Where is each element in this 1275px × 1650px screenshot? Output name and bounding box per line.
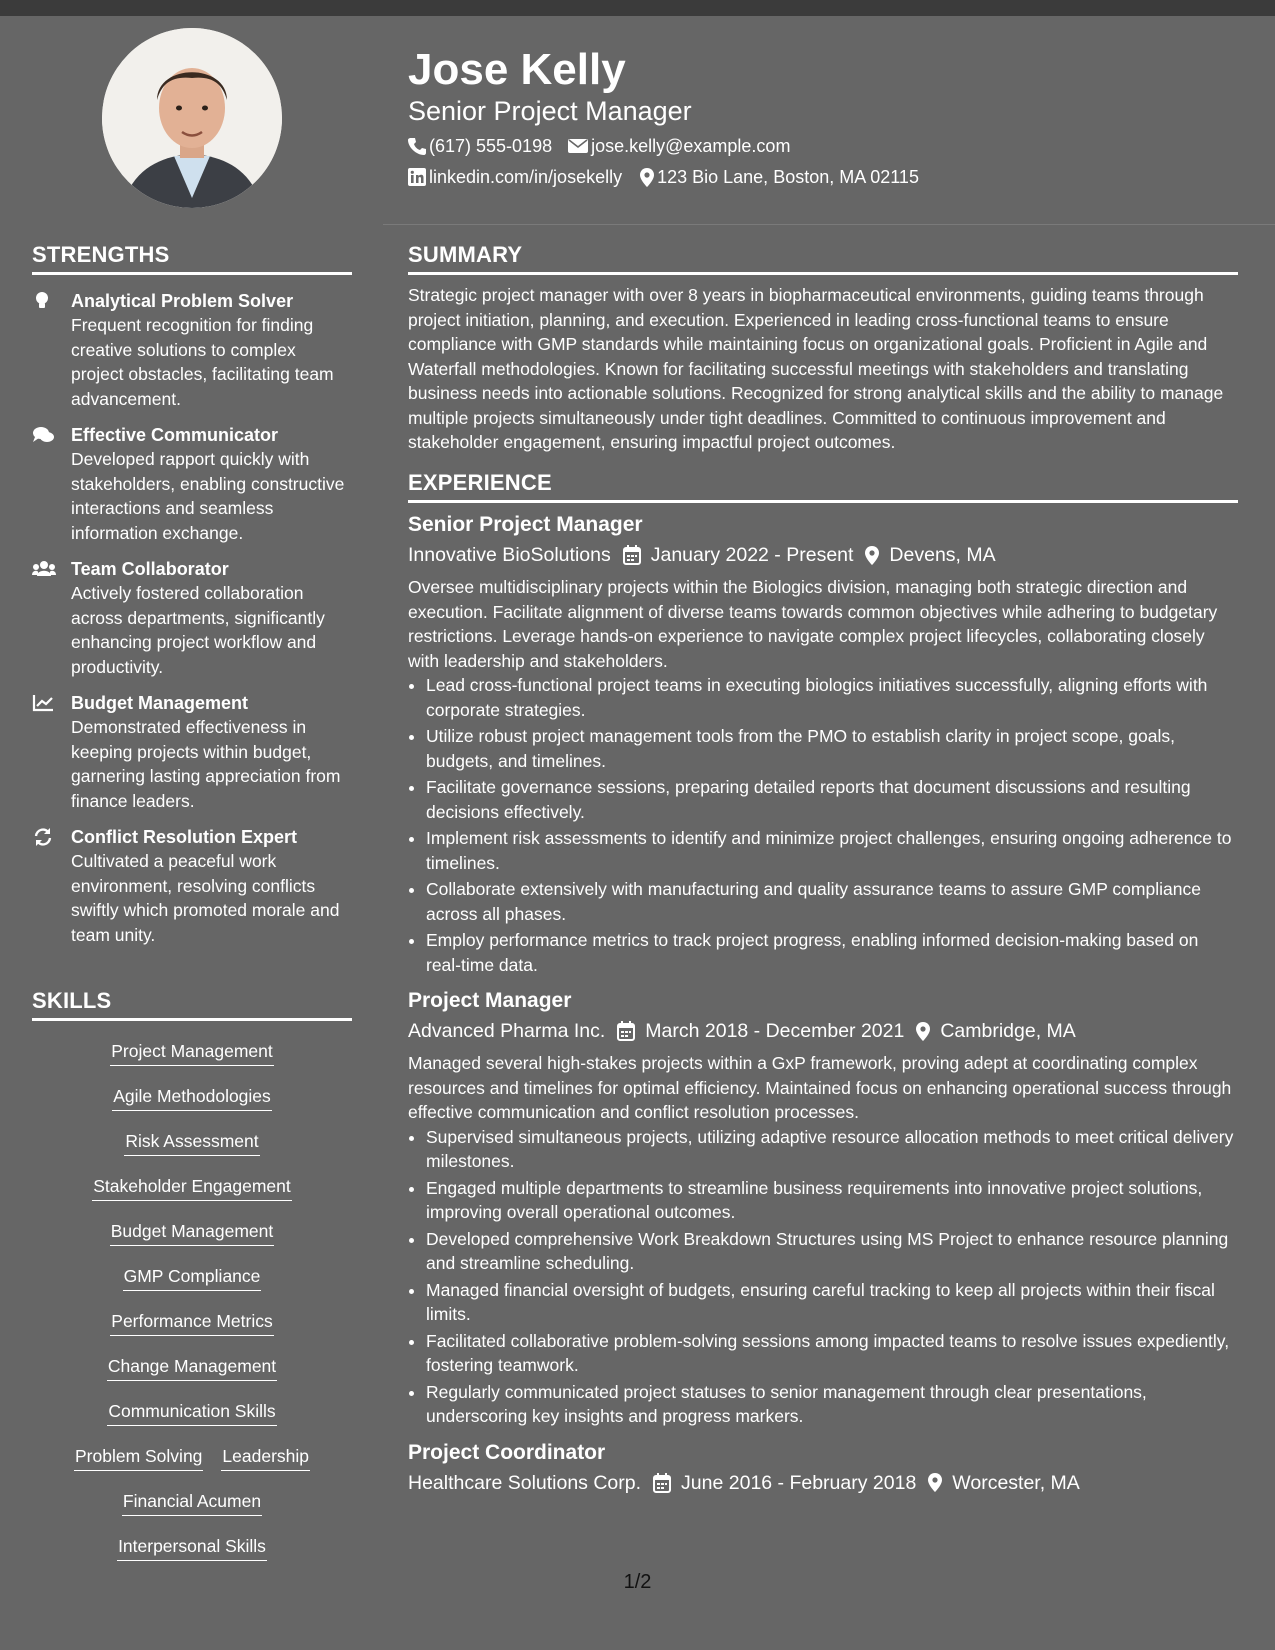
job-bullets [408, 1125, 1238, 1429]
linkedin-contact[interactable] [408, 165, 622, 189]
job-entry [408, 1439, 1238, 1497]
job-bullets [408, 673, 1238, 977]
bullet-item: • Implement risk assessments to identify and minimize project challenges, ensuring ongoing adherence to timelines. [426, 826, 1238, 875]
job-dates: June 2016 - February 2018 [681, 1471, 917, 1494]
job-location: Devens, MA [889, 544, 996, 566]
map-marker-icon [916, 1022, 930, 1041]
job-title: Project Coordinator [408, 1440, 606, 1464]
job-company: Innovative BioSolutions [408, 544, 611, 566]
job-dates: January 2022 - Present [650, 544, 854, 566]
map-marker-icon [928, 1473, 942, 1492]
summary-section [408, 242, 1238, 455]
skill-tag: Problem Solving [74, 1444, 203, 1471]
experience-section [408, 470, 1238, 1507]
summary-text: Strategic project manager with over 8 years in biopharmaceutical environments, guiding teams through project initiation, planning, and execution. Experienced in leading cross-functional teams to ensure compliance with GMP standards while maintaining focus on organizational goals. Proficient in Agile and Waterfall methodologies. Known for facilitating successful meetings with stakeholders and translating business needs into actionable solutions. Recognized for strong analytical skills and the ability to manage multiple projects simultaneously under tight deadlines. Committed to continuous improvement and stakeholder engagement, ensuring impactful project outcomes. [408, 285, 1224, 452]
contact-row-1 [408, 134, 806, 158]
strength-desc: Developed rapport quickly with stakeholders, enabling constructive interactions and seamless information exchange. [71, 449, 345, 543]
bullet-item: • Supervised simultaneous projects, utilizing adaptive resource allocation methods to meet critical delivery milestones. [426, 1125, 1238, 1174]
bullet-item: • Engaged multiple departments to streamline business requirements into innovative project solutions, improving overall operational outcomes. [426, 1176, 1238, 1225]
skill-tag: Project Management [110, 1039, 273, 1066]
avatar-illustration [102, 28, 282, 208]
strength-item [32, 289, 352, 411]
skill-tag: Risk Assessment [124, 1129, 259, 1156]
job-company: Healthcare Solutions Corp. [408, 1471, 642, 1494]
email-contact[interactable] [568, 134, 790, 158]
candidate-name: Jose Kelly [408, 45, 626, 94]
job-title: Project Manager [408, 989, 572, 1012]
top-bar [0, 0, 1275, 16]
skill-tag: Leadership [221, 1444, 310, 1471]
job-location: Cambridge, MA [940, 1020, 1076, 1042]
job-description: Managed several high-stakes projects within a GxP framework, proving adept at coordinating complex resources and timelines for optimal efficiency. Maintained focus on enhancing operational success through effective communication and conflict resolution processes. [408, 1053, 1232, 1122]
skill-tag: Interpersonal Skills [117, 1534, 267, 1561]
bullet-item: • Utilize robust project management tools from the PMO to establish clarity in project scope, goals, budgets, and timelines. [426, 724, 1238, 773]
candidate-title: Senior Project Manager [408, 96, 692, 126]
strength-desc: Actively fostered collaboration across departments, significantly enhancing project workflow and productivity. [71, 583, 325, 677]
strength-name: Conflict Resolution Expert [71, 827, 298, 847]
skill-tag: Communication Skills [107, 1399, 276, 1426]
strength-name: Analytical Problem Solver [71, 291, 294, 311]
job-company: Advanced Pharma Inc. [408, 1020, 606, 1042]
strength-name: Budget Management [71, 693, 249, 713]
job-location: Worcester, MA [952, 1471, 1080, 1494]
bullet-item: • Developed comprehensive Work Breakdown Structures using MS Project to enhance resource planning and streamline scheduling. [426, 1227, 1238, 1276]
phone-text: (617) 555-0198 [429, 136, 553, 156]
sync-icon [32, 827, 56, 847]
job-dates: March 2018 - December 2021 [645, 1020, 905, 1042]
strength-desc: Demonstrated effectiveness in keeping projects within budget, garnering lasting appreciation from finance leaders. [71, 717, 341, 811]
page-number: 1/2 [623, 1571, 652, 1593]
skill-list [32, 1039, 352, 1579]
bullet-item: • Facilitate governance sessions, preparing detailed reports that document discussions and resulting decisions effectively. [426, 775, 1238, 824]
skill-tag: Budget Management [110, 1219, 274, 1246]
strength-name: Effective Communicator [71, 425, 279, 445]
skill-tag: Performance Metrics [110, 1309, 273, 1336]
summary-heading: SUMMARY [408, 242, 1238, 275]
job-description: Oversee multidisciplinary projects within the Biologics division, managing both strategic direction and execution. Facilitate alignment of diverse teams towards common objectives while adhering to budgetary restrictions. Leverage hands-on experience to navigate complex project lifecycles, collaborating closely with leadership and stakeholders. [408, 577, 1218, 671]
skill-tag: Change Management [107, 1354, 277, 1381]
strength-item [32, 825, 352, 947]
comments-icon [32, 425, 56, 445]
job-entry [408, 987, 1238, 1429]
line-chart-icon [32, 693, 56, 713]
address-text: 123 Bio Lane, Boston, MA 02115 [657, 167, 919, 187]
strengths-section [32, 242, 352, 947]
contact-row-2 [408, 165, 935, 189]
job-meta [408, 1469, 1238, 1497]
skills-heading: SKILLS [32, 988, 352, 1021]
linkedin-text: linkedin.com/in/josekelly [429, 167, 623, 187]
skills-section [32, 988, 352, 1579]
strength-item [32, 557, 352, 679]
job-meta [408, 541, 1238, 569]
strength-name: Team Collaborator [71, 559, 229, 579]
job-meta [408, 1017, 1238, 1045]
bullet-item: • Facilitated collaborative problem-solving sessions among impacted teams to resolve issues expediently, fostering teamwork. [426, 1329, 1238, 1378]
header-divider [383, 224, 1275, 225]
calendar-icon [623, 545, 641, 565]
strengths-heading: STRENGTHS [32, 242, 352, 275]
map-marker-icon [865, 546, 879, 565]
bullet-item: • Regularly communicated project statuses to senior management through clear presentations, underscoring key insights and progress markers. [426, 1380, 1238, 1429]
calendar-icon [653, 1473, 671, 1493]
phone-icon [408, 137, 426, 155]
map-marker-icon [640, 168, 654, 187]
calendar-icon [617, 1021, 635, 1041]
bullet-item: • Managed financial oversight of budgets, ensuring careful tracking to keep all projects within their fiscal limits. [426, 1278, 1238, 1327]
bullet-item: • Lead cross-functional project teams in executing biologics initiatives successfully, aligning efforts with corporate strategies. [426, 673, 1238, 722]
users-icon [32, 559, 56, 579]
job-title: Senior Project Manager [408, 513, 643, 536]
skill-tag: Financial Acumen [122, 1489, 262, 1516]
job-entry [408, 511, 1238, 977]
strength-desc: Frequent recognition for finding creative solutions to complex project obstacles, facilitating team advancement. [71, 315, 334, 409]
skill-tag: GMP Compliance [123, 1264, 262, 1291]
bullet-item: • Employ performance metrics to track project progress, enabling informed decision-making based on real-time data. [426, 928, 1238, 977]
linkedin-icon [408, 168, 426, 186]
phone-contact [408, 134, 552, 158]
experience-heading: EXPERIENCE [408, 470, 1238, 503]
strength-item [32, 423, 352, 545]
skill-tag: Stakeholder Engagement [92, 1174, 292, 1201]
bullet-item: • Collaborate extensively with manufacturing and quality assurance teams to assure GMP compliance across all phases. [426, 877, 1238, 926]
lightbulb-icon [32, 291, 56, 311]
strength-desc: Cultivated a peaceful work environment, resolving conflicts swiftly which promoted morale and team unity. [71, 851, 340, 945]
profile-photo [102, 28, 282, 208]
envelope-icon [568, 138, 588, 154]
address-contact [640, 165, 919, 189]
skill-tag: Agile Methodologies [112, 1084, 272, 1111]
strength-item [32, 691, 352, 813]
email-text: jose.kelly@example.com [591, 136, 791, 156]
